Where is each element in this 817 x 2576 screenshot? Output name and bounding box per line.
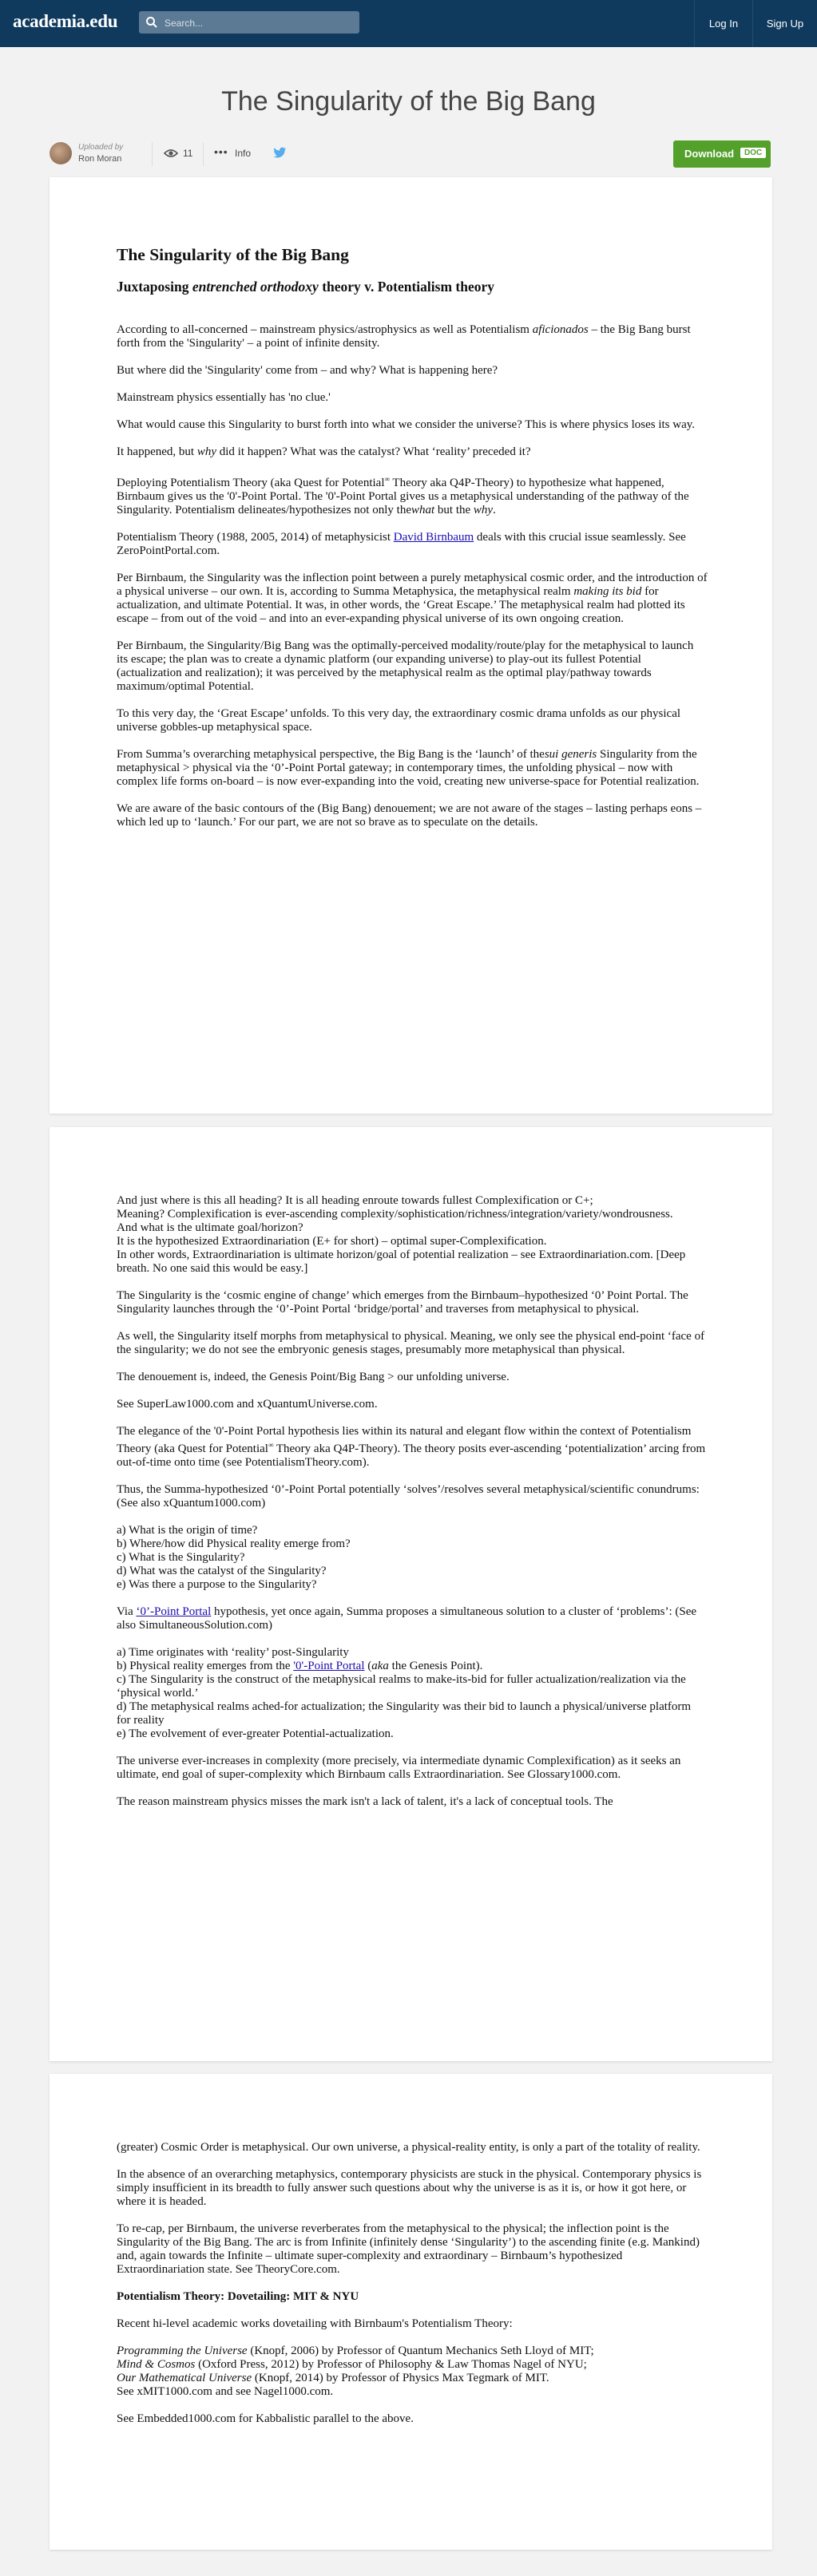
search-input[interactable] [163,11,355,35]
content-subheading: Juxtaposing entrenched orthodoxy theory v. Potentialism theory [117,279,494,295]
document-page-3 [50,2074,772,2550]
view-count: 11 [183,148,193,159]
paragraph: (greater) Cosmic Order is metaphysical. Our own universe, a physical-reality entity, is only a part of the totality of reality. [117,2141,700,2154]
paragraph: See SuperLaw1000.com and xQuantumUniverse.com. [117,1398,378,1411]
section-heading: Potentialism Theory: Dovetailing: MIT & NYU [117,2290,359,2303]
signup-link[interactable]: Sign Up [766,18,804,30]
top-navigation-bar [0,0,817,47]
document-title: The Singularity of the Big Bang [221,86,596,117]
login-link[interactable]: Log In [708,18,739,30]
paragraph: The denouement is, indeed, the Genesis Point/Big Bang > our unfolding universe. [117,1371,510,1383]
paragraph: See Embedded1000.com for Kabbalistic parallel to the above. [117,2412,414,2425]
twitter-icon[interactable] [273,147,287,159]
paragraph: According to all-concerned – mainstream physics/astrophysics as well as Potentialism aficionados – the Big Bang burst forth from the 'Singularity' – a point of infinite density. [117,323,691,350]
paragraph: Via ‘0’-Point Portal hypothesis, yet once again, Summa proposes a simultaneous solution to a cluster of ‘problems’: (See also SimultaneousSolution.com) [117,1605,697,1632]
paragraph: And just where is this all heading? It is all heading enroute towards fullest Complexification or C+; Meaning? Complexification is ever-ascending complexity/sophistication/richness/integration/variety/wondrousness. And what is the ultimate goal/horizon? It is the hypothesized Extraordinariation (E+ for short) – optimal super-Complexification. In other words, Extraordinariation is ultimate horizon/goal of potential realization – see Extraordinariation.com. [Deep breath. No one said this would be easy.] [117,1194,686,1275]
zero-point-portal-link[interactable]: ‘0’-Point Portal [136,1605,212,1618]
document-meta-bar [0,137,817,172]
paragraph: Per Birnbaum, the Singularity/Big Bang was the optimally-perceived modality/route/play for the metaphysical to launch its escape; the plan was to create a dynamic platform (our expanding universe) to play-out its fullest Potential (actualization and realization); it was perceived by the metaphysical realm as the optimal play/pathway towards maximum/optimal Potential. [117,639,694,693]
paragraph: The universe ever-increases in complexity (more precisely, via intermediate dynamic Complexification) as it seeks an ultimate, end goal of super-complexity which Birnbaum calls Extraordinariation. See Glossary1000.com. [117,1755,681,1781]
paragraph: But where did the 'Singularity' come from – and why? What is happening here? [117,364,498,377]
question-list: a) What is the origin of time? b) Where/how did Physical reality emerge from? c) What is the Singularity? d) What was the catalyst of the Singularity? e) Was there a purpose to the Singularity? [117,1524,351,1591]
paragraph: As well, the Singularity itself morphs from metaphysical to physical. Meaning, we only see the physical end-point ‘face of the singularity; we do not see the embryonic genesis stages, presumably more metaphysical than physical. [117,1330,705,1356]
paragraph: It happened, but why did it happen? What was the catalyst? What ‘reality’ preceded it? [117,445,531,458]
works-list: Programming the Universe (Knopf, 2006) by Professor of Quantum Mechanics Seth Lloyd of MIT; Mind & Cosmos (Oxford Press, 2012) by Professor of Philosophy & Law Thomas Nagel of NYU; Our Mathematical Universe (Knopf, 2014) by Professor of Physics Max Tegmark of MIT. See xMIT1000.com and see Nagel1000.com. [117,2345,594,2398]
author-name[interactable]: Ron Moran [78,154,122,164]
search-box[interactable] [139,11,359,34]
download-button[interactable] [673,140,771,168]
document-page-1 [50,177,772,1114]
document-page-2 [50,1127,772,2061]
paragraph: To this very day, the ‘Great Escape’ unfolds. To this very day, the extraordinary cosmic drama unfolds as our physical universe gobbles-up metaphysical space. [117,707,681,734]
doc-format-badge: DOC [740,148,766,158]
paragraph: Recent hi-level academic works dovetailing with Birnbaum's Potentialism Theory: [117,2317,513,2330]
page-2-content [117,1194,708,1822]
page-3-content [117,2141,708,2439]
paragraph: The elegance of the '0'-Point Portal hypothesis lies within its natural and elegant flow within the context of Potentialism Theory (aka Quest for Potential∞ Theory aka Q4P-Theory). The theory posits ever-ascending ‘potentialization’ arcing from out-of-time onto time (see PotentialismTheory.com). [117,1425,706,1469]
paragraph: To re-cap, per Birnbaum, the universe reverberates from the metaphysical to the physical; the inflection point is the Singularity of the Big Bang. The arc is from Infinite (infinitely dense ‘Singularity’) to the ascending finite (e.g. Mankind) and, again towards the Infinite – ultimate super-complexity and extraordinary – Birnbaum’s hypothesized Extraordinariation state. See TheoryCore.com. [117,2222,700,2276]
paragraph: In the absence of an overarching metaphysics, contemporary physicists are stuck in the physical. Contemporary physics is simply insufficient in its breadth to fully answer such questions about why the universe is as it is, or how it got here, or where it is headed. [117,2168,702,2208]
paragraph: Deploying Potentialism Theory (aka Quest for Potential∞ Theory aka Q4P-Theory) to hypothesize what happened, Birnbaum gives us the '0'-Point Portal. The '0'-Point Portal gives us a metaphysical understanding of the pathway of the Singularity. Potentialism delineates/hypothesizes not only thewhat but the why. [117,475,689,516]
zero-point-portal-link[interactable]: '0'-Point Portal [293,1660,365,1672]
search-icon [145,16,158,29]
david-birnbaum-link[interactable]: David Birnbaum [393,531,474,544]
download-label: Download [684,148,735,160]
paragraph: The reason mainstream physics misses the mark isn't a lack of talent, it's a lack of conceptual tools. The [117,1795,613,1808]
more-dots-icon[interactable]: ••• [214,145,228,158]
paragraph: Mainstream physics essentially has 'no clue.' [117,391,331,404]
meta-divider [152,142,153,166]
solution-list: a) Time originates with ‘reality’ post-Singularity b) Physical reality emerges from the '0'-Point Portal (aka the Genesis Point). c) The Singularity is the construct of the metaphysical realms to make-its-bid for fuller actualization/realization via the ‘physical world.’ d) The metaphysical realms ached-for actualization; the Singularity was their bid to launch a physical/universe platform for reality e) The evolvement of ever-greater Potential-actualization. [117,1646,692,1740]
paragraph: Potentialism Theory (1988, 2005, 2014) of metaphysicist David Birnbaum deals with this crucial issue seamlessly. See ZeroPointPortal.com. [117,531,686,557]
meta-divider [203,142,204,166]
eye-icon [164,148,178,159]
paragraph: Thus, the Summa-hypothesized ‘0’-Point Portal potentially ‘solves’/resolves several metaphysical/scientific conundrums: (See also xQuantum1000.com) [117,1483,700,1510]
paragraph: We are aware of the basic contours of the (Big Bang) denouement; we are not aware of the stages – lasting perhaps eons – which led up to ‘launch.’ For our part, we are not so brave as to speculate on the details. [117,802,702,829]
content-heading: The Singularity of the Big Bang [117,245,349,264]
paragraph: Per Birnbaum, the Singularity was the inflection point between a purely metaphysical cosmic order, and the introduction of a physical universe – our own. It is, according to Summa Metaphysica, the metaphysical realm making its bid for actualization, and ultimate Potential. It was, in other words, the ‘Great Escape.’ The metaphysical realm had plotted its escape – from out of the void – and into an ever-expanding physical universe of its own ongoing creation. [117,572,708,625]
avatar[interactable] [50,142,72,164]
paragraph: From Summa’s overarching metaphysical perspective, the Big Bang is the ‘launch’ of thesui generis Singularity from the metaphysical > physical via the ‘0’-Point Portal gateway; in contemporary times, the unfolding physical – now with complex life forms on-board – is now ever-expanding into the void, creating new universe-space for Potential realization. [117,748,700,788]
paragraph: The Singularity is the ‘cosmic engine of change’ which emerges from the Birnbaum–hypothesized ‘0’ Point Portal. The Singularity launches through the ‘0’-Point Portal ‘bridge/portal’ and traverses from metaphysical to physical. [117,1289,688,1316]
paragraph: What would cause this Singularity to burst forth into what we consider the universe? This is where physics loses its way. [117,418,696,431]
info-link[interactable]: Info [235,148,252,159]
page-1-content [117,244,708,843]
uploaded-by-label: Uploaded by [78,143,124,152]
academia-logo[interactable]: academia.edu [13,11,118,31]
